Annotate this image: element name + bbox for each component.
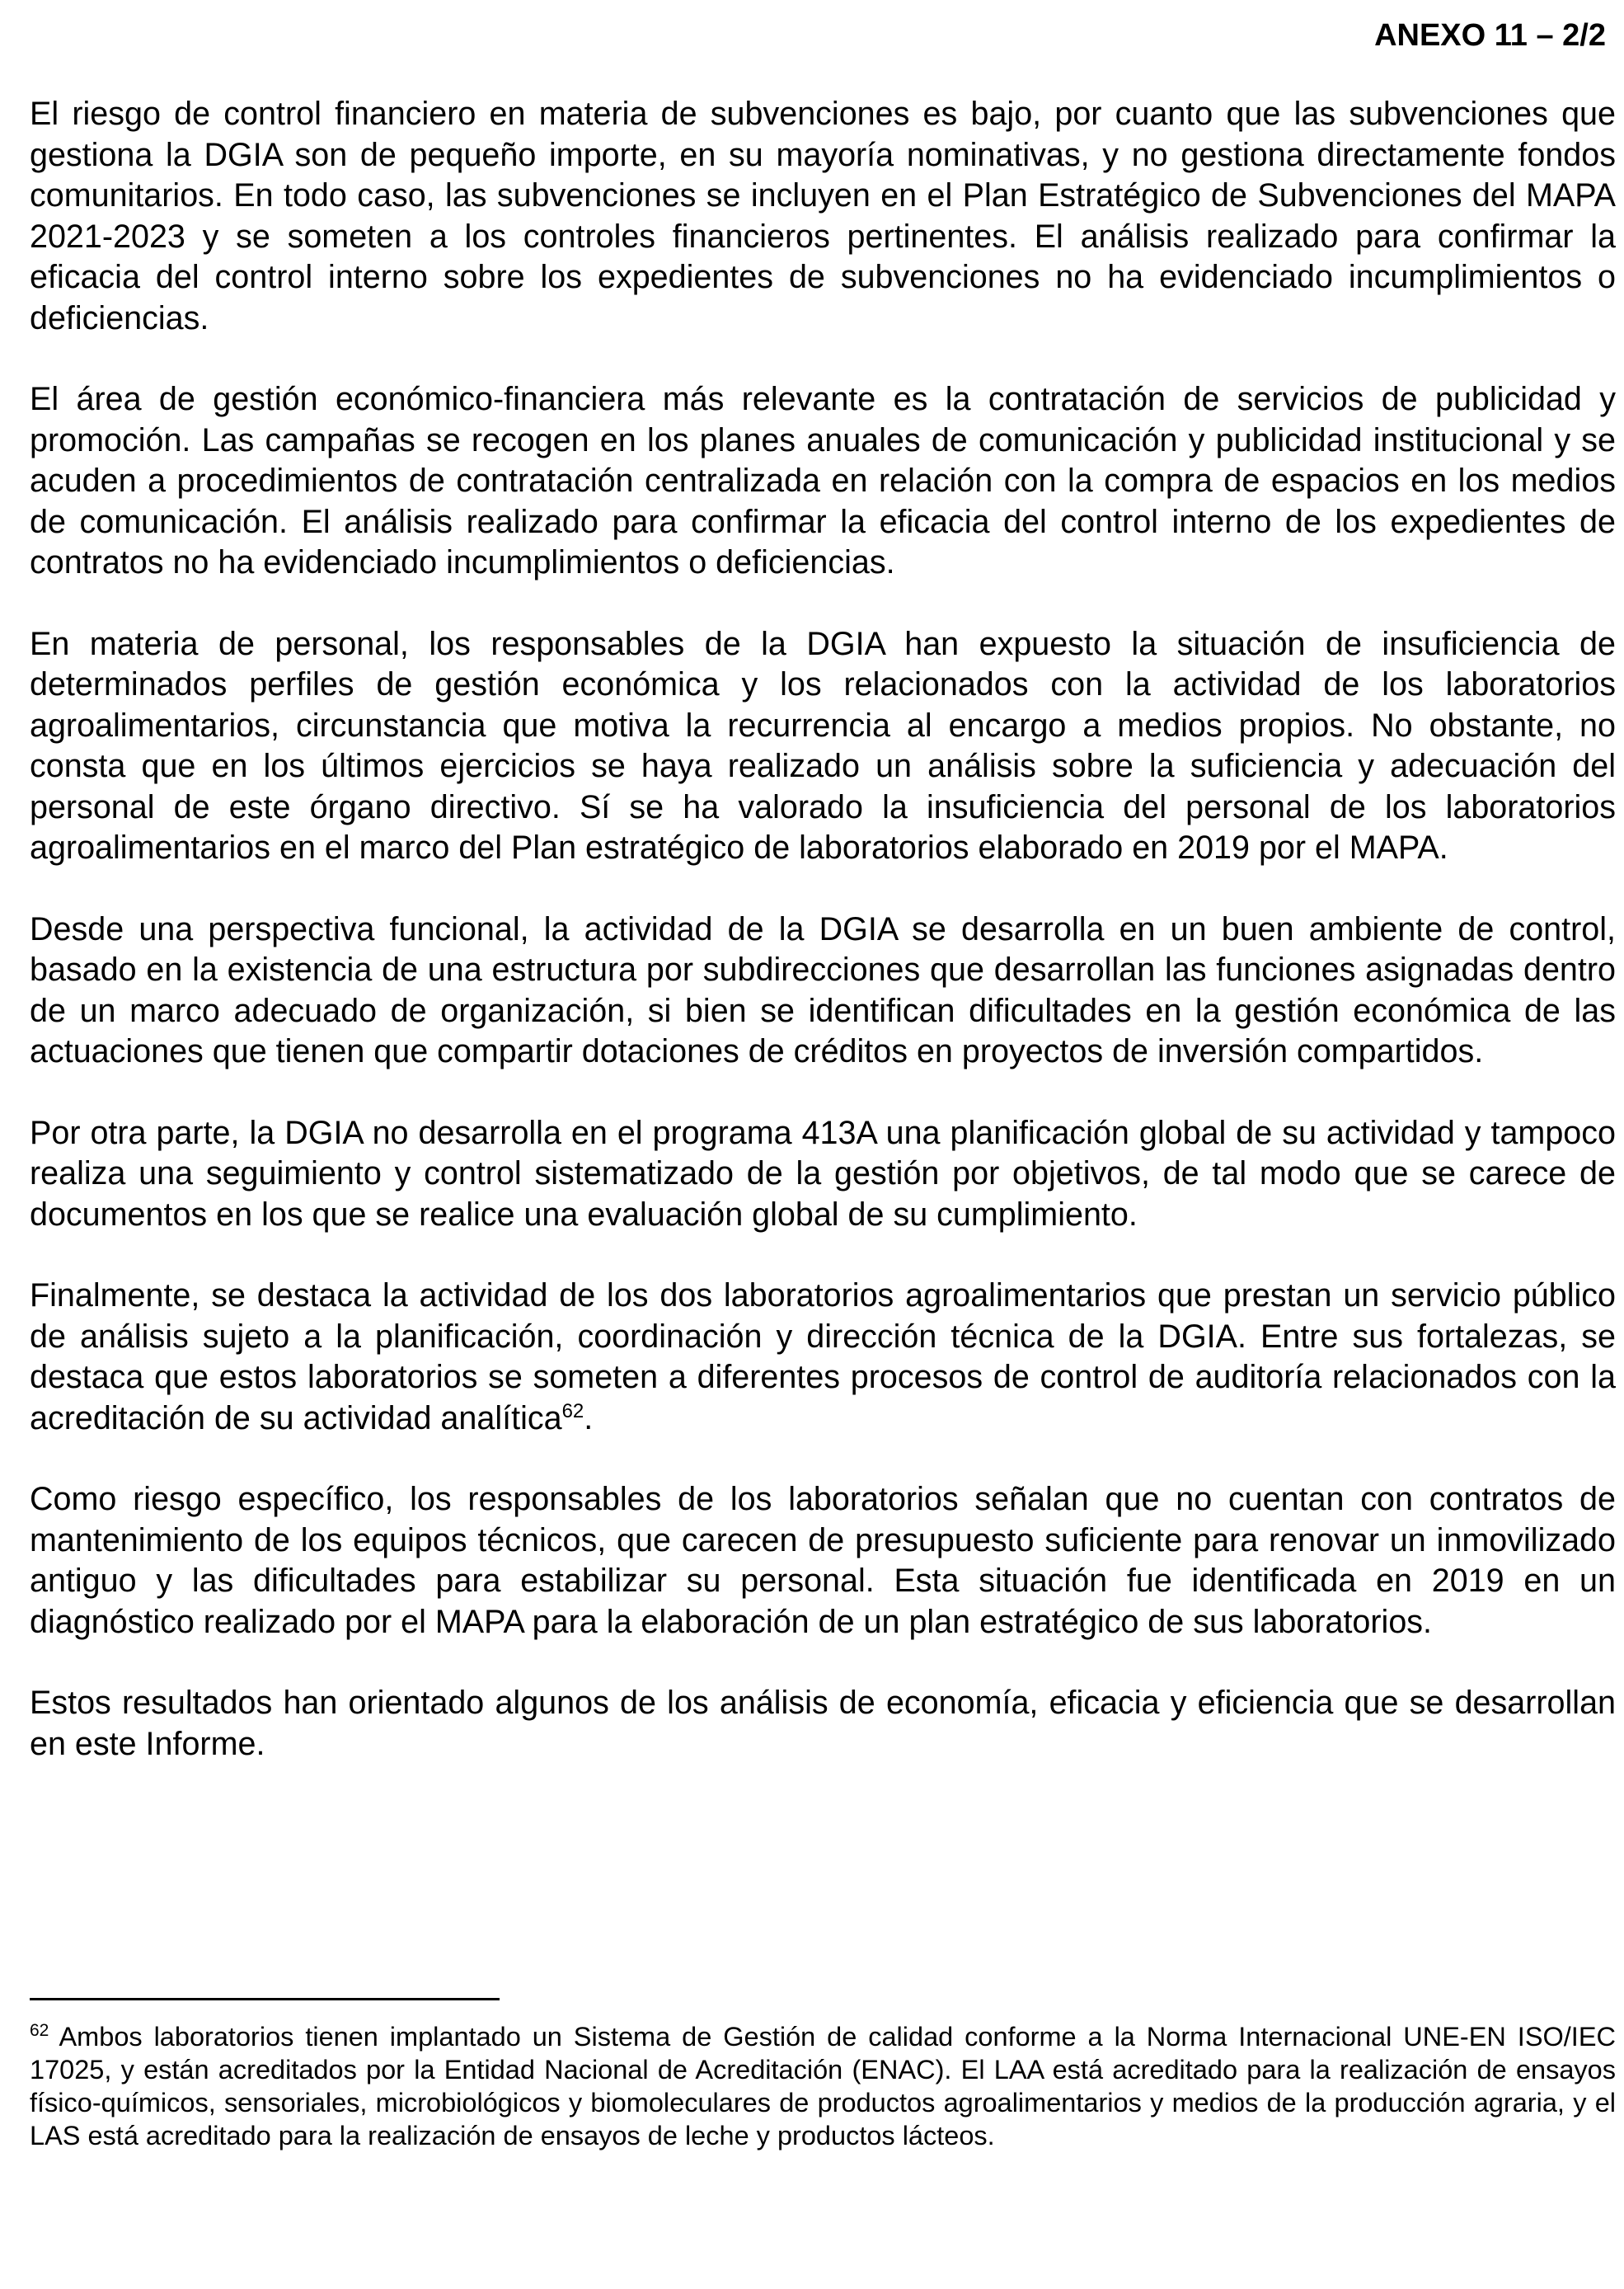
paragraph-contracting: El área de gestión económico-financiera más relevante es la contratación de servicios de publicidad y promoción. Las campañas se recogen en los planes anuales de comunicación y publicidad institucional y se acuden a procedimientos de contratación centralizada en relación con la compra de espacios en los medios de comunicación. El análisis realizado para confirmar la eficacia del control interno de los expedientes de contratos no ha evidenciado incumplimientos o deficiencias. [30,381,1616,580]
footnote [30,2020,1616,2152]
footnote-separator [30,1998,500,2000]
annex-page-header: ANEXO 11 – 2/2 [1374,18,1606,53]
footnote-reference[interactable]: 62 [561,1399,584,1422]
paragraph-specific-risk: Como riesgo específico, los responsables de los laboratorios señalan que no cuentan con contratos de mantenimiento de los equipos técnicos, que carecen de presupuesto suficiente para renovar un inmovilizado antiguo y las dificultades para estabilizar su personal. Esta situación fue identificada en 2019 en un diagnóstico realizado por el MAPA para la elaboración de un plan estratégico de sus laboratorios. [30,1481,1616,1640]
paragraph-laboratories-text: Finalmente, se destaca la actividad de los dos laboratorios agroalimentarios que prestan un servicio público de análisis sujeto a la planificación, coordinación y dirección técnica de la DGIA. Entre sus fortalezas, se destaca que estos laboratorios se someten a diferentes procesos de control de auditoría relacionados con la acreditación de su actividad analítica [30,1277,1616,1436]
document-body [30,94,1616,1805]
footnote-text: Ambos laboratorios tienen implantado un Sistema de Gestión de calidad conforme a la Norma Internacional UNE-EN ISO/IEC 17025, y están acreditados por la Entidad Nacional de Acreditación (ENAC). El LAA está acreditado para la realización de ensayos físico-químicos, sensoriales, microbiológicos y biomoleculares de productos agroalimentarios y medios de la producción agraria, y el LAS está acreditado para la realización de ensayos de leche y productos lácteos. [30,2022,1616,2150]
footnote-number: 62 [30,2021,49,2041]
paragraph-personnel: En materia de personal, los responsables de la DGIA han expuesto la situación de insuficiencia de determinados perfiles de gestión económica y los relacionados con la actividad de los laboratorios agroalimentarios, circunstancia que motiva la recurrencia al encargo a medios propios. No obstante, no consta que en los últimos ejercicios se haya realizado un análisis sobre la suficiencia y adecuación del personal de este órgano directivo. Sí se ha valorado la insuficiencia del personal de los laboratorios agroalimentarios en el marco del Plan estratégico de laboratorios elaborado en 2019 por el MAPA. [30,625,1616,866]
paragraph-laboratories [30,1276,1616,1439]
paragraph-planning: Por otra parte, la DGIA no desarrolla en el programa 413A una planificación global de su actividad y tampoco realiza una seguimiento y control sistematizado de la gestión por objetivos, de tal modo que se carece de documentos en los que se realice una evaluación global de su cumplimiento. [30,1114,1616,1233]
paragraph-functional: Desde una perspectiva funcional, la actividad de la DGIA se desarrolla en un buen ambiente de control, basado en la existencia de una estructura por subdirecciones que desarrollan las funciones asignadas dentro de un marco adecuado de organización, si bien se identifican dificultades en la gestión económica de las actuaciones que tienen que compartir dotaciones de créditos en proyectos de inversión compartidos. [30,910,1616,1069]
paragraph-conclusion: Estos resultados han orientado algunos de los análisis de economía, eficacia y eficiencia que se desarrollan en este Informe. [30,1685,1616,1762]
sentence-end: . [584,1399,594,1436]
paragraph-subsidies: El riesgo de control financiero en materia de subvenciones es bajo, por cuanto que las subvenciones que gestiona la DGIA son de pequeño importe, en su mayoría nominativas, y no gestiona directamente fondos comunitarios. En todo caso, las subvenciones se incluyen en el Plan Estratégico de Subvenciones del MAPA 2021-2023 y se someten a los controles financieros pertinentes. El análisis realizado para confirmar la eficacia del control interno sobre los expedientes de subvenciones no ha evidenciado incumplimientos o deficiencias. [30,96,1616,336]
